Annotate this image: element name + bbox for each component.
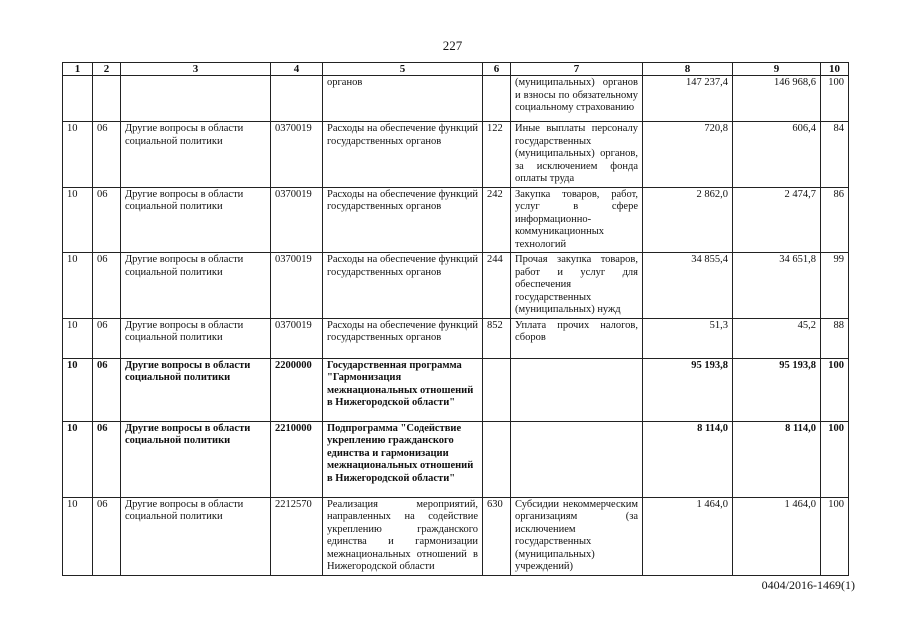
actual-amount: 95 193,8 [733,358,821,421]
expense-type-name: Прочая закупка товаров, работ и услуг для обеспечения государственных (муниципальных) нужд [511,253,643,319]
expense-type-code: 242 [483,187,511,253]
header-row [63,63,849,76]
header-cell: 9 [733,63,821,76]
expense-type-code: 630 [483,497,511,575]
target-article-code: 2212570 [271,497,323,575]
expense-type-name: Уплата прочих налогов, сборов [511,318,643,358]
section-name: Другие вопросы в области социальной политики [121,358,271,421]
document-code: 0404/2016-1469(1) [761,578,855,592]
section-code: 10 [63,421,93,497]
planned-amount: 1 464,0 [643,497,733,575]
subsection-code: 06 [93,497,121,575]
expense-type-name [511,421,643,497]
target-article-code: 0370019 [271,187,323,253]
header-cell: 4 [271,63,323,76]
header-cell: 7 [511,63,643,76]
execution-percent: 84 [821,122,849,188]
target-article-code: 2200000 [271,358,323,421]
expense-type-name: (муниципальных) органов и взносы по обязательному социальному страхованию [511,76,643,122]
actual-amount: 146 968,6 [733,76,821,122]
actual-amount: 34 651,8 [733,253,821,319]
table-row [63,358,849,421]
subsection-code: 06 [93,187,121,253]
planned-amount: 2 862,0 [643,187,733,253]
target-article-code: 0370019 [271,318,323,358]
target-article-code [271,76,323,122]
expense-type-code [483,358,511,421]
target-article-name: Реализация мероприятий, направленных на содействие укреплению гражданского единства и гармонизации межнациональных отношений в Нижегородской области [323,497,483,575]
expense-type-name [511,358,643,421]
expense-type-code [483,421,511,497]
expense-type-code: 244 [483,253,511,319]
header-cell: 2 [93,63,121,76]
actual-amount: 2 474,7 [733,187,821,253]
section-name: Другие вопросы в области социальной политики [121,253,271,319]
page-number: 227 [442,38,463,53]
section-code: 10 [63,253,93,319]
actual-amount: 1 464,0 [733,497,821,575]
execution-percent: 88 [821,318,849,358]
expense-type-name: Закупка товаров, работ, услуг в сфере информационно-коммуникационных технологий [511,187,643,253]
target-article-name: Расходы на обеспечение функций государственных органов [323,253,483,319]
actual-amount: 8 114,0 [733,421,821,497]
target-article-name: Расходы на обеспечение функций государственных органов [323,122,483,188]
header-cell: 8 [643,63,733,76]
target-article-name: Расходы на обеспечение функций государственных органов [323,187,483,253]
table-row [63,187,849,253]
section-code: 10 [63,358,93,421]
section-code: 10 [63,122,93,188]
subsection-code [93,76,121,122]
target-article-name: Подпрограмма "Содействие укреплению гражданского единства и гармонизации межнациональных отношений в Нижегородской области" [323,421,483,497]
section-name: Другие вопросы в области социальной политики [121,122,271,188]
table-row [63,497,849,575]
target-article-code: 2210000 [271,421,323,497]
table-row [63,253,849,319]
execution-percent: 99 [821,253,849,319]
header-cell: 6 [483,63,511,76]
section-name: Другие вопросы в области социальной политики [121,187,271,253]
header-cell: 3 [121,63,271,76]
table-row [63,122,849,188]
subsection-code: 06 [93,122,121,188]
execution-percent: 86 [821,187,849,253]
expense-type-code: 122 [483,122,511,188]
subsection-code: 06 [93,421,121,497]
subsection-code: 06 [93,318,121,358]
planned-amount: 95 193,8 [643,358,733,421]
planned-amount: 8 114,0 [643,421,733,497]
execution-percent: 100 [821,76,849,122]
section-name [121,76,271,122]
header-cell: 1 [63,63,93,76]
planned-amount: 51,3 [643,318,733,358]
planned-amount: 147 237,4 [643,76,733,122]
subsection-code: 06 [93,358,121,421]
target-article-name: Расходы на обеспечение функций государственных органов [323,318,483,358]
target-article-code: 0370019 [271,253,323,319]
execution-percent: 100 [821,421,849,497]
section-code: 10 [63,187,93,253]
actual-amount: 45,2 [733,318,821,358]
section-code: 10 [63,497,93,575]
execution-percent: 100 [821,358,849,421]
table-row [63,76,849,122]
table-row [63,421,849,497]
planned-amount: 720,8 [643,122,733,188]
section-name: Другие вопросы в области социальной политики [121,318,271,358]
expense-type-name: Иные выплаты персоналу государственных (муниципальных) органов, за исключением фонда оплаты труда [511,122,643,188]
target-article-name: Государственная программа "Гармонизация межнациональных отношений в Нижегородской области" [323,358,483,421]
expense-type-code [483,76,511,122]
section-name: Другие вопросы в области социальной политики [121,421,271,497]
expense-type-name: Субсидии некоммерческим организациям (за исключением государственных (муниципальных) учреждений) [511,497,643,575]
section-code: 10 [63,318,93,358]
table-row [63,318,849,358]
target-article-code: 0370019 [271,122,323,188]
target-article-name: органов [323,76,483,122]
subsection-code: 06 [93,253,121,319]
header-cell: 10 [821,63,849,76]
section-code [63,76,93,122]
planned-amount: 34 855,4 [643,253,733,319]
actual-amount: 606,4 [733,122,821,188]
section-name: Другие вопросы в области социальной политики [121,497,271,575]
budget-table [62,62,849,576]
header-cell: 5 [323,63,483,76]
execution-percent: 100 [821,497,849,575]
expense-type-code: 852 [483,318,511,358]
